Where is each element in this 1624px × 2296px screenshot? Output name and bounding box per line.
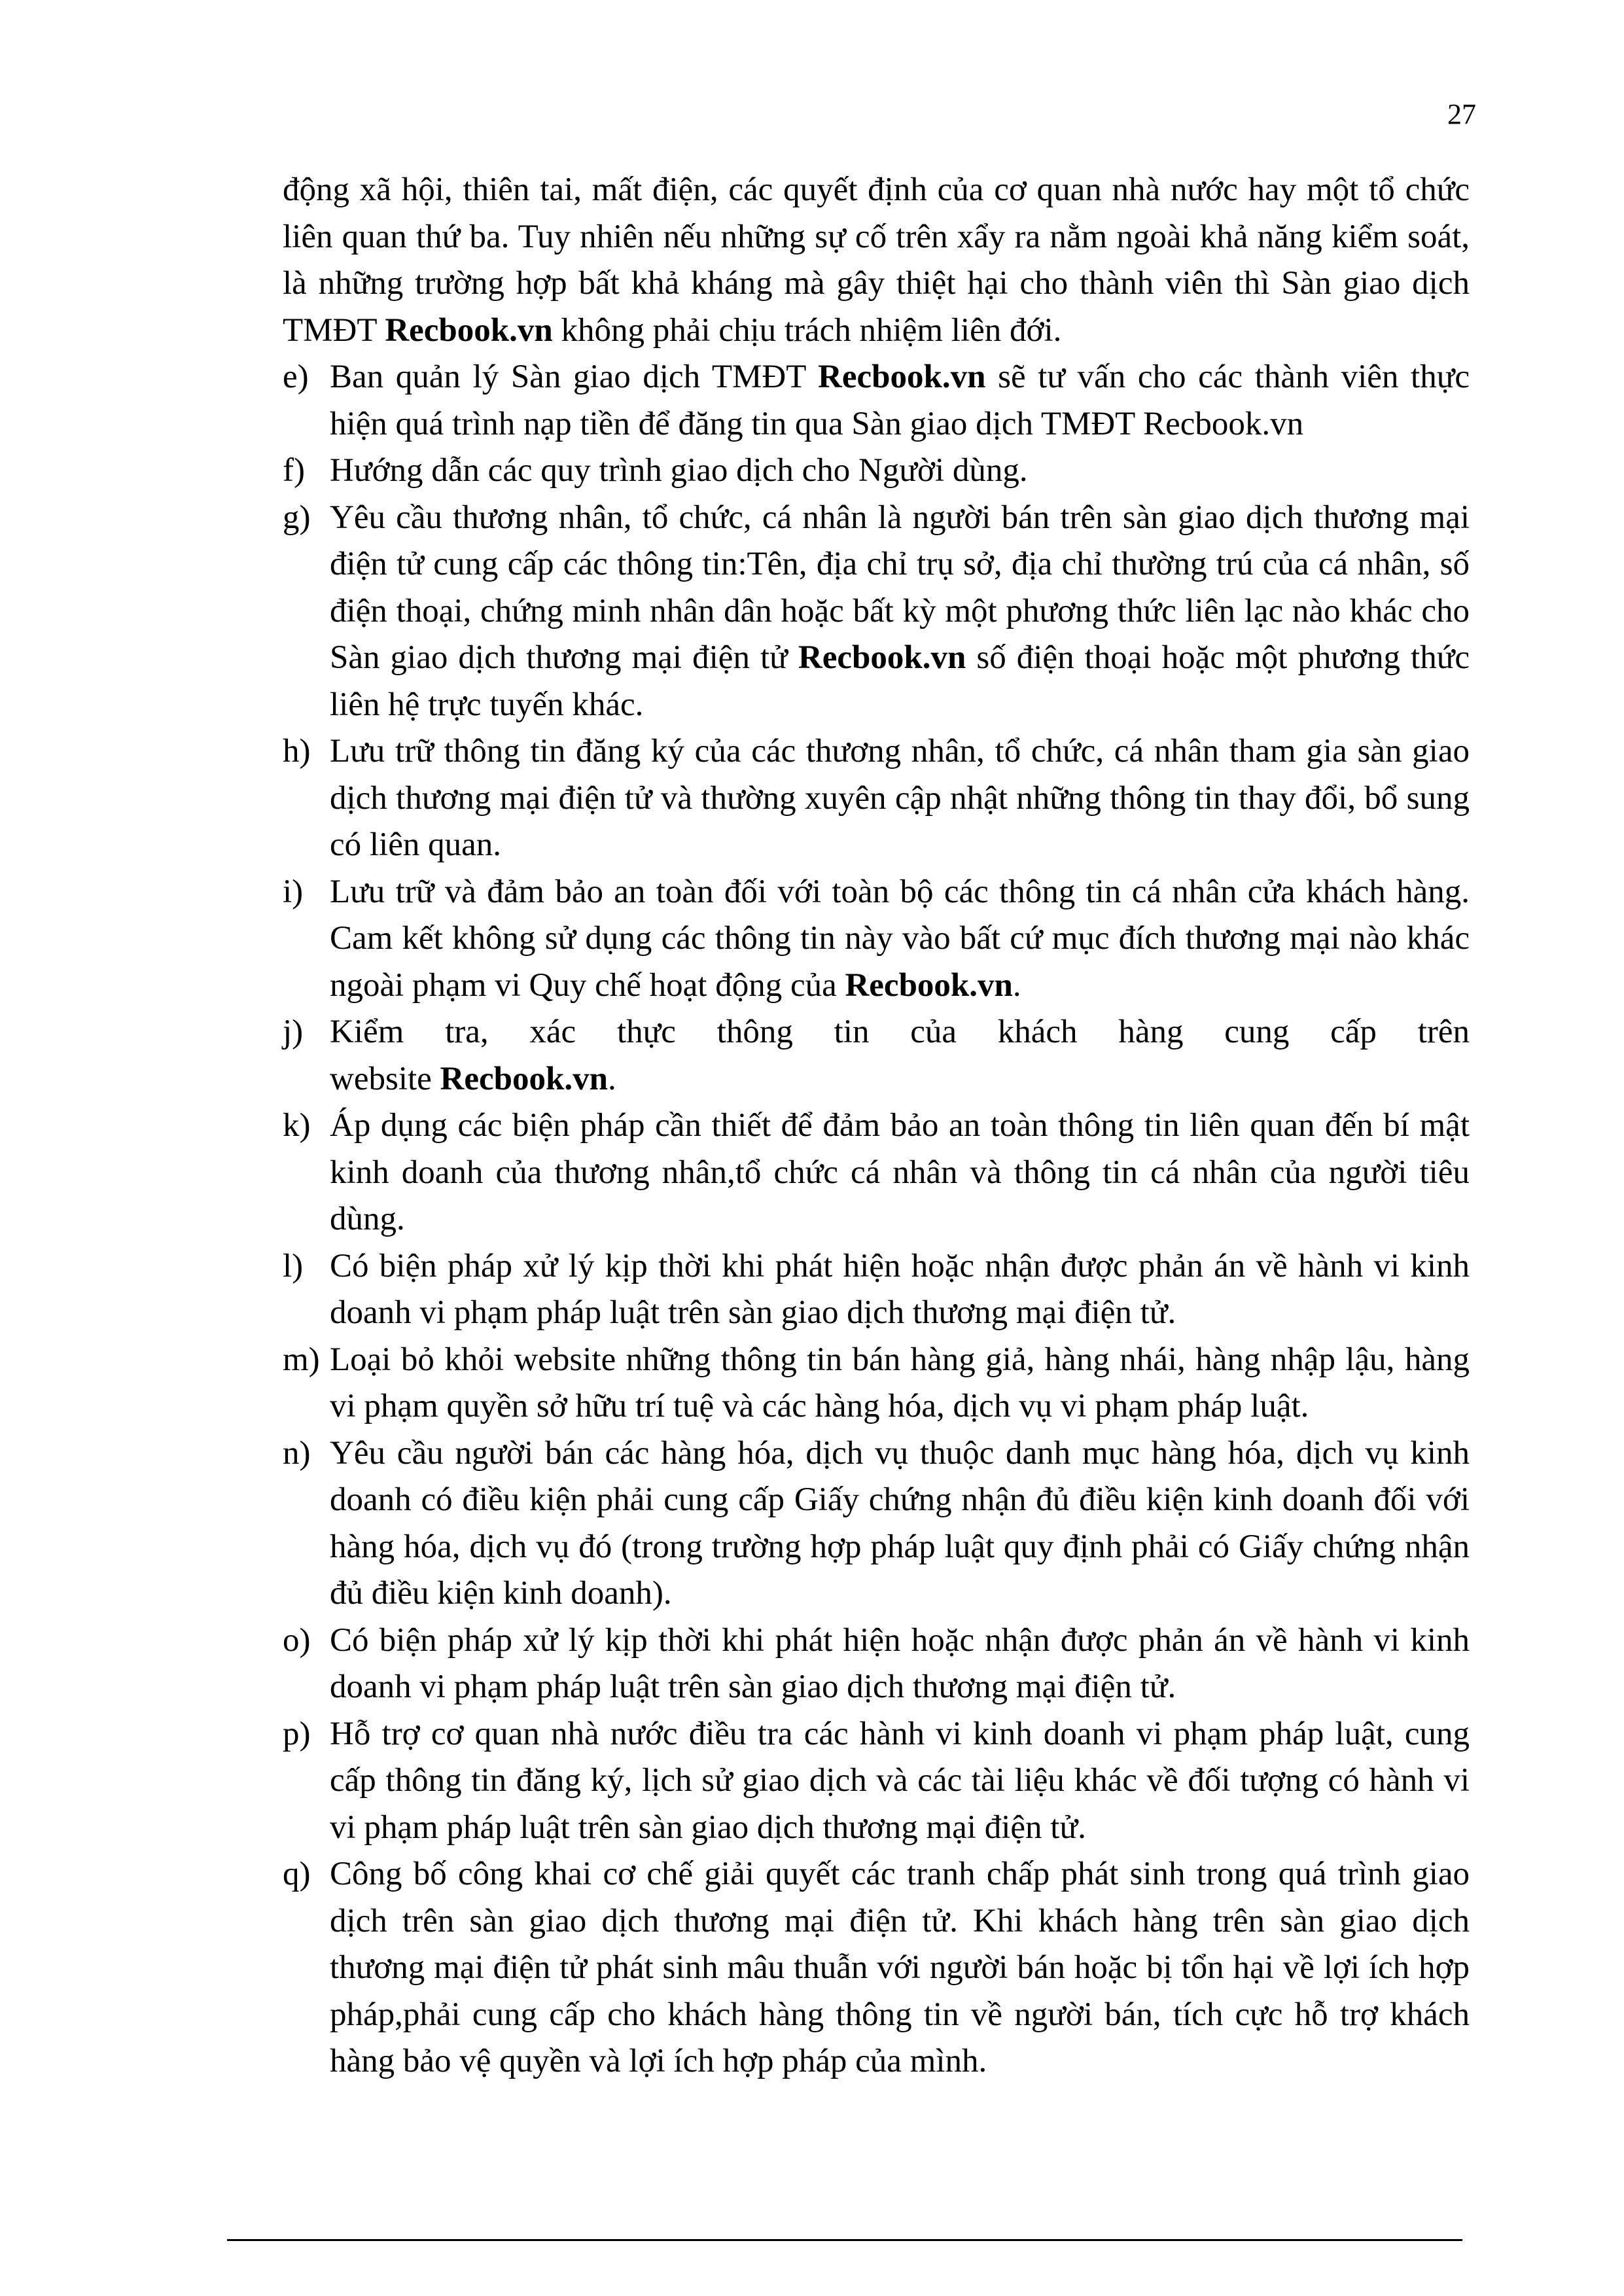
list-item-h <box>283 728 1470 869</box>
item-i-text-after: . <box>1012 966 1021 1004</box>
list-item-f <box>283 448 1470 495</box>
item-g-bold-site: Recbook.vn <box>798 639 966 676</box>
list-item-text: Áp dụng các biện pháp cần thiết để đảm bảo an toàn thông tin liên quan đến bí mật kinh doanh của thương nhân,tổ chức cá nhân và thông tin cá nhân của người tiêu dùng. <box>330 1107 1470 1237</box>
item-j-bold-site: Recbook.vn <box>440 1060 608 1097</box>
list-item-e <box>283 354 1470 448</box>
list-item-text: Hướng dẫn các quy trình giao dịch cho Người dùng. <box>330 452 1028 489</box>
item-g-text-before: Yêu cầu thương nhân, tổ chức, cá nhân là người bán trên sàn giao dịch thương mại điện tử cung cấp các thông tin:Tên, địa chỉ trụ sở, địa chỉ thường trú của cá nhân, số điện thoại, chứng minh nhân dân hoặc bất kỳ một phương thức liên lạc nào khác cho Sàn giao dịch thương mại điện tử <box>330 499 1470 676</box>
list-item-text-line2 <box>330 1056 1470 1103</box>
list-marker: h) <box>283 733 311 769</box>
item-e-text-before: Ban quản lý Sàn giao dịch TMĐT <box>330 359 819 395</box>
list-item-q <box>283 1851 1470 2085</box>
list-marker: o) <box>283 1621 311 1659</box>
list-item-m <box>283 1337 1470 1430</box>
list-item-text <box>330 874 1470 1004</box>
list-item-text: Hỗ trợ cơ quan nhà nước điều tra các hành vi kinh doanh vi phạm pháp luật, cung cấp thông tin đăng ký, lịch sử giao dịch và các tài liệu khác về đối tượng có hành vi vi phạm pháp luật trên sàn giao dịch thương mại điện tử. <box>330 1715 1470 1846</box>
item-i-bold-site: Recbook.vn <box>845 966 1013 1004</box>
list-marker: e) <box>283 359 309 395</box>
list-item-text: Có biện pháp xử lý kịp thời khi phát hiện hoặc nhận được phản án về hành vi kinh doanh vi phạm pháp luật trên sàn giao dịch thương mại điện tử. <box>330 1247 1470 1331</box>
list-marker: j) <box>283 1014 304 1050</box>
list-item-j <box>283 1009 1470 1103</box>
list-item-k <box>283 1103 1470 1243</box>
list-marker: p) <box>283 1715 311 1752</box>
list-marker: l) <box>283 1247 304 1284</box>
item-i-text-before: Lưu trữ và đảm bảo an toàn đối với toàn bộ các thông tin cá nhân cửa khách hàng. Cam kết không sử dụng các thông tin này vào bất cứ mục đích thương mại nào khác ngoài phạm vi Quy chế hoạt động của <box>330 873 1470 1004</box>
item-e-bold-site: Recbook.vn <box>818 359 986 395</box>
item-j-text-before: website <box>330 1060 440 1097</box>
item-g-text-after: số điện thoại hoặc một phương thức liên hệ trực tuyến khác. <box>330 639 1470 723</box>
list-item-text <box>330 359 1470 442</box>
list-item-g <box>283 495 1470 729</box>
list-item-p <box>283 1711 1470 1852</box>
list-item-text: Công bố công khai cơ chế giải quyết các tranh chấp phát sinh trong quá trình giao dịch trên sàn giao dịch thương mại điện tử. Khi khách hàng trên sàn giao dịch thương mại điện tử phát sinh mâu thuẫn với người bán hoặc bị tổn hại về lợi ích hợp pháp,phải cung cấp cho khách hàng thông tin về người bán, tích cực hỗ trợ khách hàng bảo vệ quyền và lợi ích hợp pháp của mình. <box>330 1856 1470 2079</box>
intro-text-before: động xã hội, thiên tai, mất điện, các quyết định của cơ quan nhà nước hay một tổ chức liên quan thứ ba. Tuy nhiên nếu những sự cố trên xẩy ra nằm ngoài khả năng kiểm soát, là những trường hợp bất khả kháng mà gây thiệt hại cho thành viên thì Sàn giao dịch TMĐT <box>283 171 1470 349</box>
list-item-o <box>283 1617 1470 1711</box>
list-marker: k) <box>283 1107 311 1144</box>
item-e-text-after: sẽ tư vấn cho các thành viên thực hiện quá trình nạp tiền để đăng tin qua Sàn giao dịch TMĐT Recbook.vn <box>330 359 1470 442</box>
list-marker: i) <box>283 873 304 910</box>
list-item-i <box>283 869 1470 1010</box>
list-marker: n) <box>283 1434 311 1472</box>
page-number: 27 <box>1447 98 1476 130</box>
list-item-n <box>283 1430 1470 1617</box>
list-marker: g) <box>283 499 311 536</box>
intro-text-after: không phải chịu trách nhiệm liên đới. <box>552 311 1062 349</box>
list-item-text <box>330 499 1470 723</box>
footer-divider <box>227 2239 1462 2241</box>
item-j-text-after: . <box>608 1060 616 1097</box>
list-item-text: Loại bỏ khỏi website những thông tin bán hàng giả, hàng nhái, hàng nhập lậu, hàng vi phạm quyền sở hữu trí tuệ và các hàng hóa, dịch vụ vi phạm pháp luật. <box>330 1341 1470 1424</box>
intro-bold-site: Recbook.vn <box>385 311 553 349</box>
list-item-text-line1: Kiểm tra, xác thực thông tin của khách hàng cung cấp trên <box>330 1014 1470 1050</box>
list-item-l <box>283 1243 1470 1337</box>
document-body <box>283 167 1470 2085</box>
list-item-text: Lưu trữ thông tin đăng ký của các thương nhân, tổ chức, cá nhân tham gia sàn giao dịch thương mại điện tử và thường xuyên cập nhật những thông tin thay đổi, bổ sung có liên quan. <box>330 733 1470 863</box>
list-item-text: Có biện pháp xử lý kịp thời khi phát hiện hoặc nhận được phản án về hành vi kinh doanh vi phạm pháp luật trên sàn giao dịch thương mại điện tử. <box>330 1621 1470 1705</box>
list-item-text: Yêu cầu người bán các hàng hóa, dịch vụ thuộc danh mục hàng hóa, dịch vụ kinh doanh có điều kiện phải cung cấp Giấy chứng nhận đủ điều kiện kinh doanh đối với hàng hóa, dịch vụ đó (trong trường hợp pháp luật quy định phải có Giấy chứng nhận đủ điều kiện kinh doanh). <box>330 1434 1470 1612</box>
list-marker: q) <box>283 1856 311 1892</box>
intro-paragraph <box>283 167 1470 354</box>
list-marker: m) <box>283 1341 320 1378</box>
list-marker: f) <box>283 452 305 489</box>
